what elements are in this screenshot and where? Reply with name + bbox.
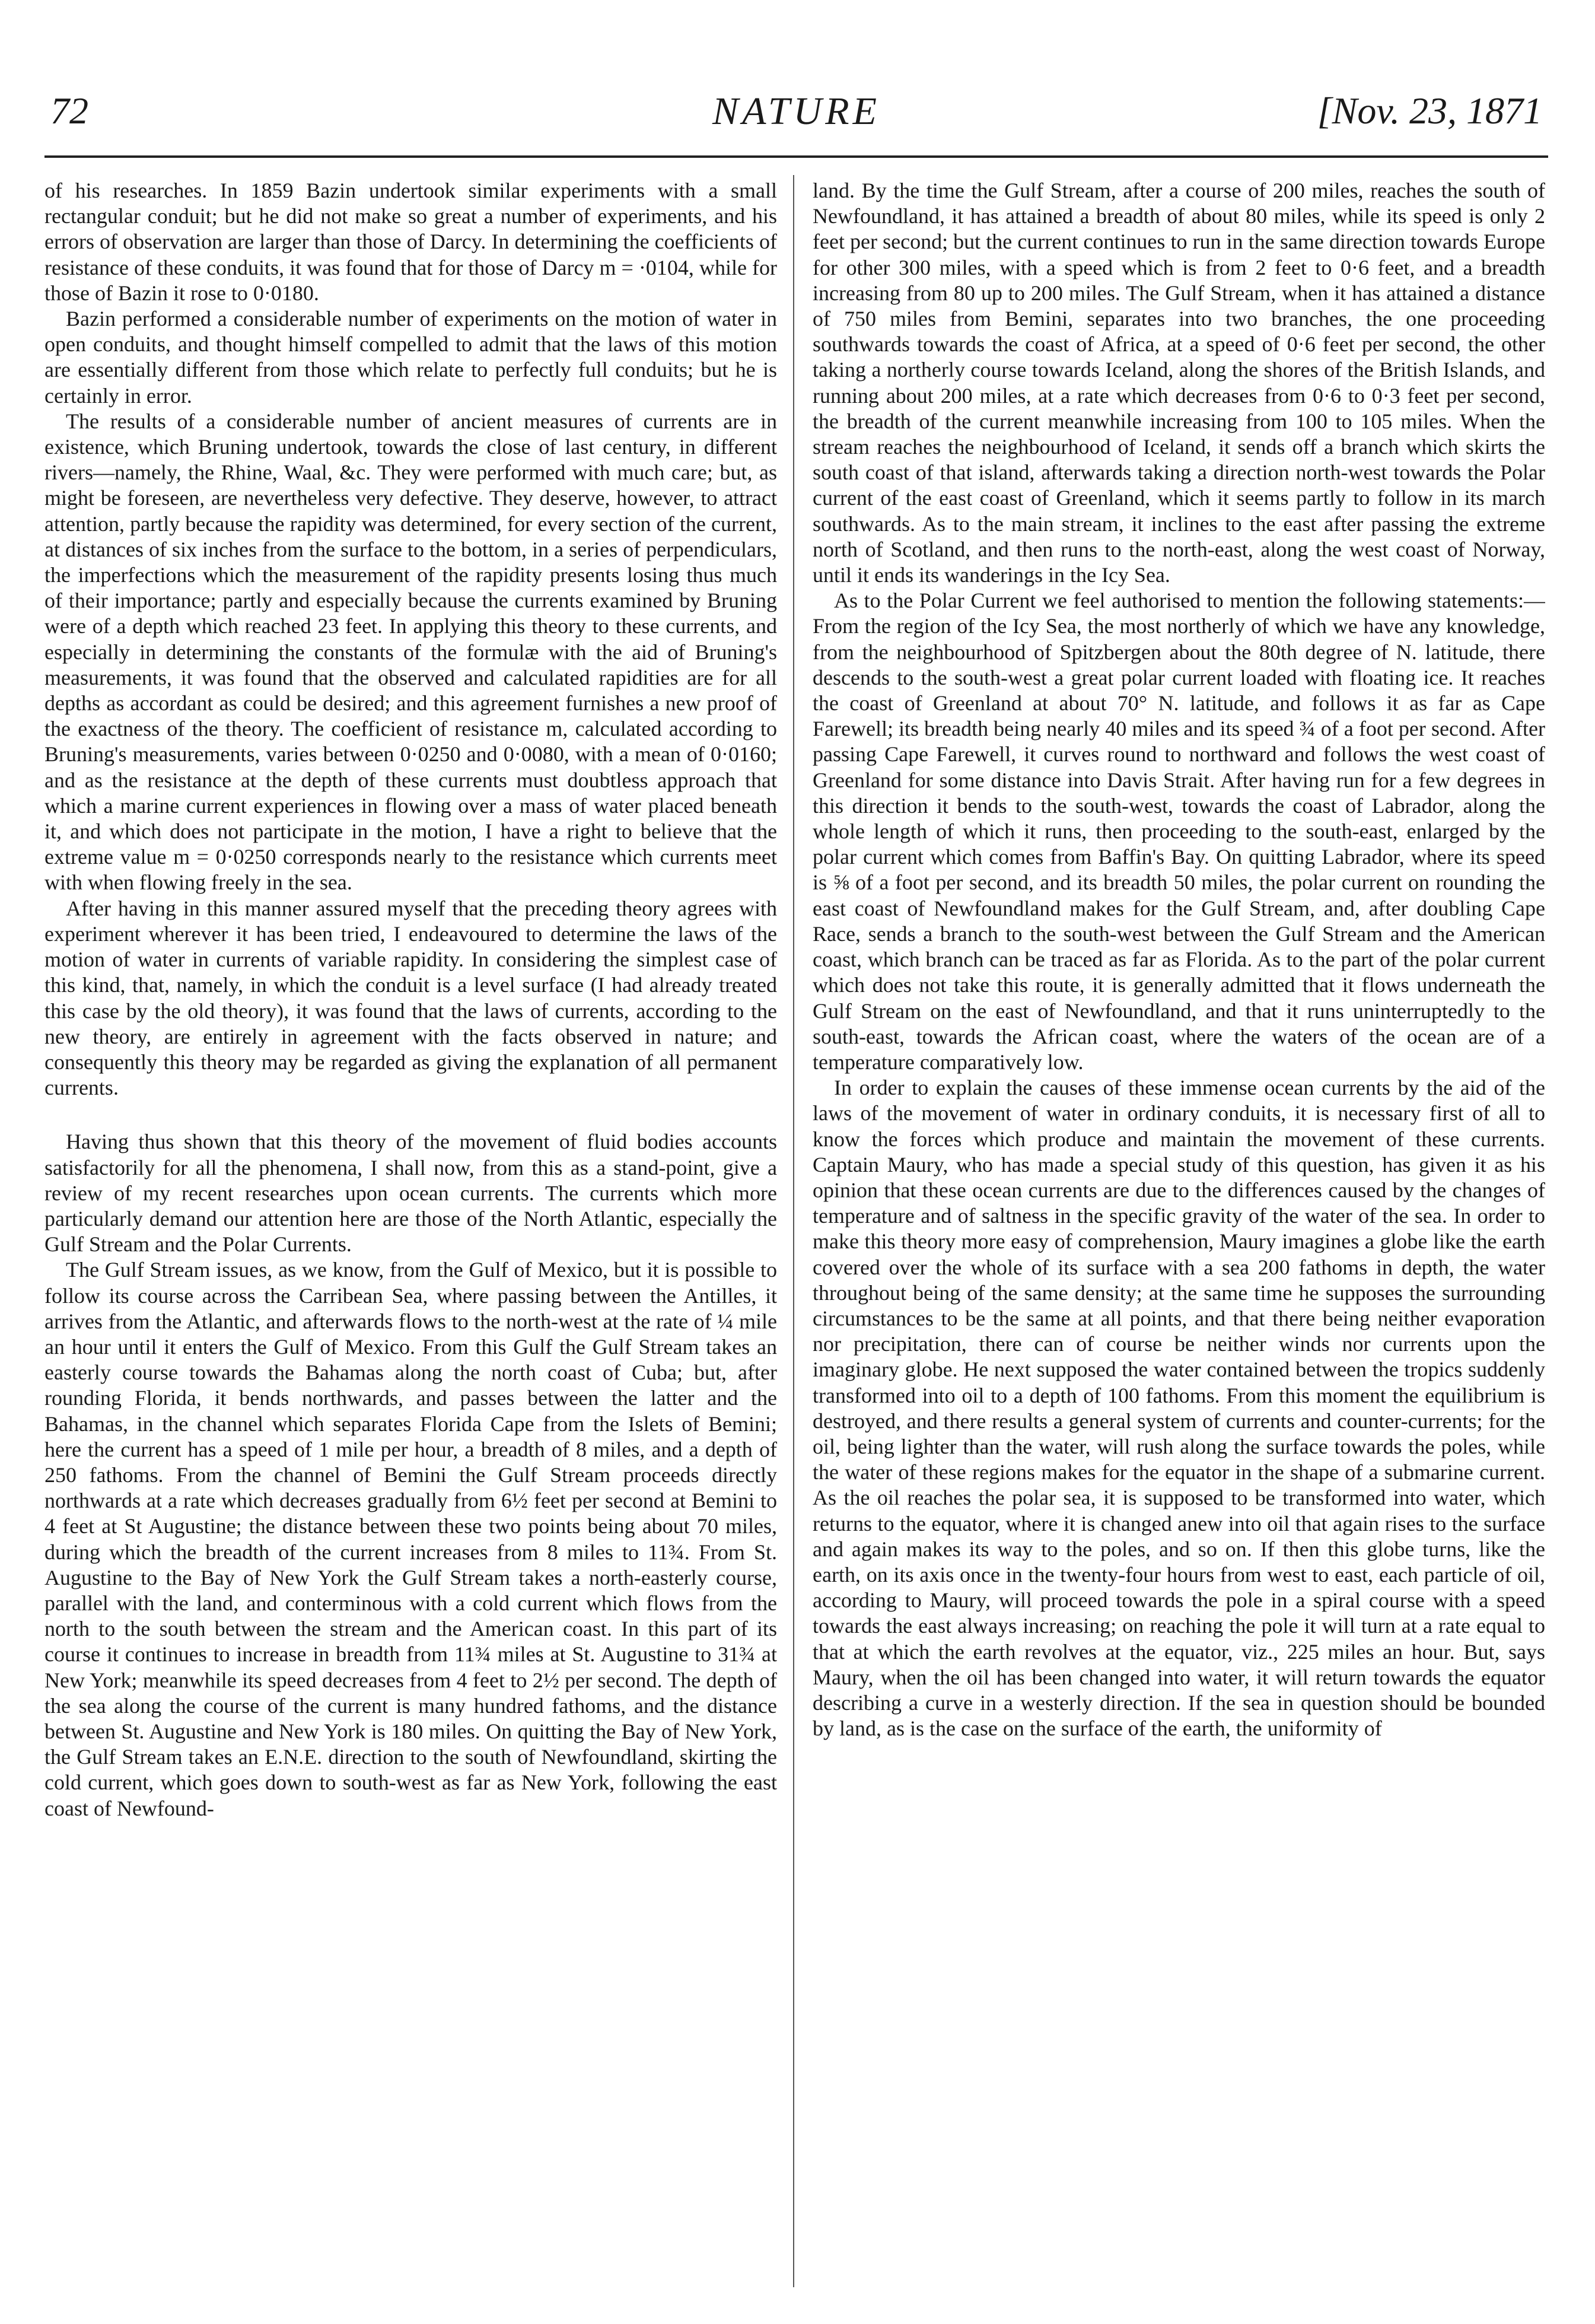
- paragraph: Bazin performed a considerable number of experiments on the motion of water in open conduits, and thought himself compelled to admit that the laws of this motion are essentially different from those which relate to perfectly full conduits; but he is certainly in error.: [44, 307, 777, 408]
- paragraph: The Gulf Stream issues, as we know, from the Gulf of Mexico, but it is possible to follow its course across the Carribean Sea, where passing between the Antilles, it arrives from the Atlantic, and afterwards flows to the north-west at the rate of ¼ mile an hour until it enters the Gulf of Mexico. From this Gulf the Gulf Stream takes an easterly course towards the Bahamas along the north coast of Cuba; but, after rounding Florida, it bends northwards, and passes between the latter and the Bahamas, in the channel which separates Florida Cape from the Islets of Bemini; here the current has a speed of 1 mile per hour, a breadth of 8 miles, and a depth of 250 fathoms. From the channel of Bemini the Gulf Stream proceeds directly northwards at a rate which decreases gradually from 6½ feet per second at Bemini to 4 feet at St Augustine; the distance between these two points being about 70 miles, during which the breadth of the current increases from 8 miles to 11¾. From St. Augustine to the Bay of New York the Gulf Stream takes a north-easterly course, parallel with the land, and conterminous with a cold current which flows from the north to the south between the stream and the American coast. In this part of its course it continues to increase in breadth from 11¾ miles at St. Augustine to 31¾ at New York; meanwhile its speed decreases from 4 feet to 2½ per second. The depth of the sea along the course of the current is many hundred fathoms, and the distance between St. Augustine and New York is 180 miles. On quitting the Bay of New York, the Gulf Stream takes an E.N.E. direction to the south of Newfoundland, skirting the cold current, which goes down to south-west as far as New York, following the east coast of Newfound-: [44, 1258, 777, 1820]
- page-number: 72: [50, 90, 88, 132]
- journal-title: NATURE: [712, 90, 880, 133]
- issue-date: [Nov. 23, 1871: [1317, 90, 1542, 132]
- paragraph: In order to explain the causes of these immense ocean currents by the aid of the laws of the movement of water in ordinary conduits, it is necessary first of all to know the forces which produce and maintain the movement of these currents. Captain Maury, who has made a special study of this question, has given it as his opinion that these ocean currents are due to the differences caused by the changes of temperature and of saltness in the specific gravity of the water of the sea. In order to make this theory more easy of comprehension, Maury imagines a globe like the earth covered over the whole of its surface with a sea 200 fathoms in depth, the water throughout being of the same density; at the same time he supposes the surrounding circumstances to be the same at all points, and that there being neither evaporation nor precipitation, there can of course be neither winds nor currents upon the imaginary globe. He next supposed the water contained between the tropics suddenly transformed into oil to a depth of 100 fathoms. From this moment the equilibrium is destroyed, and there results a general system of currents and counter-currents; for the oil, being lighter than the water, will rush along the surface towards the poles, while the water of these regions makes for the equator in the shape of a submarine current. As the oil reaches the polar sea, it is supposed to be transformed into water, which returns to the equator, where it is changed anew into oil that again rises to the surface and again makes its way to the poles, and so on. If then this globe turns, like the earth, on its axis once in the twenty-four hours from west to east, each particle of oil, according to Maury, will proceed towards the pole in a spiral course with a speed towards the east always increasing; on reaching the pole it will turn at a rate equal to that at which the earth revolves at the equator, viz., 225 miles an hour. But, says Maury, when the oil has been changed into water, it will return towards the equator describing a curve in a westerly direction. If the sea in question should be bounded by land, as is the case on the surface of the earth, the uniformity of: [813, 1076, 1545, 1741]
- running-header: [50, 89, 1542, 148]
- right-column: [813, 178, 1545, 2290]
- column-divider: [793, 175, 794, 2287]
- left-column: [44, 178, 777, 2290]
- paragraph: land. By the time the Gulf Stream, after a course of 200 miles, reaches the south of Newfoundland, it has attained a breadth of about 80 miles, while its speed is only 2 feet per second; but the current continues to run in the same direction towards Europe for other 300 miles, with a speed which is from 2 feet to 0·6 feet, and a breadth increasing from 80 up to 200 miles. The Gulf Stream, when it has attained a distance of 750 miles from Bemini, separates into two branches, the one proceeding southwards towards the coast of Africa, at a speed of 0·6 feet per second, the other taking a northerly course towards Iceland, along the shores of the British Islands, and running about 200 miles, at a rate which decreases from 0·6 to 0·3 feet per second, the breadth of the current meanwhile increasing from 100 to 105 miles. When the stream reaches the neighbourhood of Iceland, it sends off a branch which skirts the south coast of that island, afterwards taking a direction north-west towards the Polar current of the east coast of Greenland, which it seems partly to follow in its march southwards. As to the main stream, it inclines to the east after passing the extreme north of Scotland, and then runs to the north-east, along the west coast of Norway, until it ends its wanderings in the Icy Sea.: [813, 179, 1545, 587]
- paragraph: Having thus shown that this theory of the movement of fluid bodies accounts satisfactorily for all the phenomena, I shall now, from this as a stand-point, give a review of my recent researches upon ocean currents. The currents which more particularly demand our attention here are those of the North Atlantic, especially the Gulf Stream and the Polar Currents.: [44, 1130, 777, 1257]
- paragraph: The results of a considerable number of ancient measures of currents are in existence, which Bruning undertook, towards the close of last century, in different rivers—namely, the Rhine, Waal, &c. They were performed with much care; but, as might be foreseen, are nevertheless very defective. They deserve, however, to attract attention, partly because the rapidity was determined, for every section of the current, at distances of six inches from the surface to the bottom, in a series of perpendiculars, the imperfections which the measurement of the rapidity presents losing thus much of their importance; partly and especially because the currents examined by Bruning were of a depth which reached 23 feet. In applying this theory to these currents, and especially in determining the constants of the formulæ with the aid of Bruning's measurements, it was found that the observed and calculated rapidities are for all depths as accordant as could be desired; and this agreement furnishes a new proof of the exactness of the theory. The coefficient of resistance m, calculated according to Bruning's measurements, varies between 0·0250 and 0·0080, with a mean of 0·0160; and as the resistance at the depth of these currents must doubtless approach that which a marine current experiences in flowing over a mass of water placed beneath it, and which does not participate in the motion, I have a right to believe that the extreme value m = 0·0250 corresponds nearly to the resistance which currents meet with when flowing freely in the sea.: [44, 409, 777, 895]
- paragraph: After having in this manner assured myself that the preceding theory agrees with experiment wherever it has been tried, I endeavoured to determine the laws of the motion of water in currents of variable rapidity. In considering the simplest case of this kind, that, namely, in which the conduit is a level surface (I had already treated this case by the old theory), it was found that the laws of currents, according to the new theory, are entirely in agreement with the facts observed in nature; and consequently this theory may be regarded as giving the explanation of all permanent currents.: [44, 896, 777, 1100]
- header-rule: [44, 155, 1548, 158]
- paragraph: As to the Polar Current we feel authorised to mention the following statements:—From the region of the Icy Sea, the most northerly of which we have any knowledge, from the neighbourhood of Spitzbergen about the 80th degree of N. latitude, there descends to the south-west a great polar current loaded with floating ice. It reaches the coast of Greenland at about 70° N. latitude, and follows it as far as Cape Farewell; its breadth being nearly 40 miles and its speed ¾ of a foot per second. After passing Cape Farewell, it curves round to northward and follows the west coast of Greenland for some distance into Davis Strait. After having run for a few degrees in this direction it bends to the south-west, towards the coast of Labrador, along the whole length of which it runs, then proceeding to the south-east, enlarged by the polar current which comes from Baffin's Bay. On quitting Labrador, where its speed is ⅝ of a foot per second, and its breadth 50 miles, the polar current on rounding the east coast of Newfoundland makes for the Gulf Stream, and, after doubling Cape Race, sends a branch to the south-west between the Gulf Stream and the American coast, which branch can be traced as far as Florida. As to the part of the polar current which does not take this route, it is generally admitted that it flows underneath the Gulf Stream on the east of Newfoundland, and that it runs uninterruptedly to the south-east, towards the African coast, where the waters of the ocean are of a temperature comparatively low.: [813, 589, 1545, 1074]
- paragraph: of his researches. In 1859 Bazin undertook similar experiments with a small rectangular conduit; but he did not make so great a number of experiments, and his errors of observation are larger than those of Darcy. In determining the coefficients of resistance of these conduits, it was found that for those of Darcy m = ·0104, while for those of Bazin it rose to 0·0180.: [44, 179, 777, 305]
